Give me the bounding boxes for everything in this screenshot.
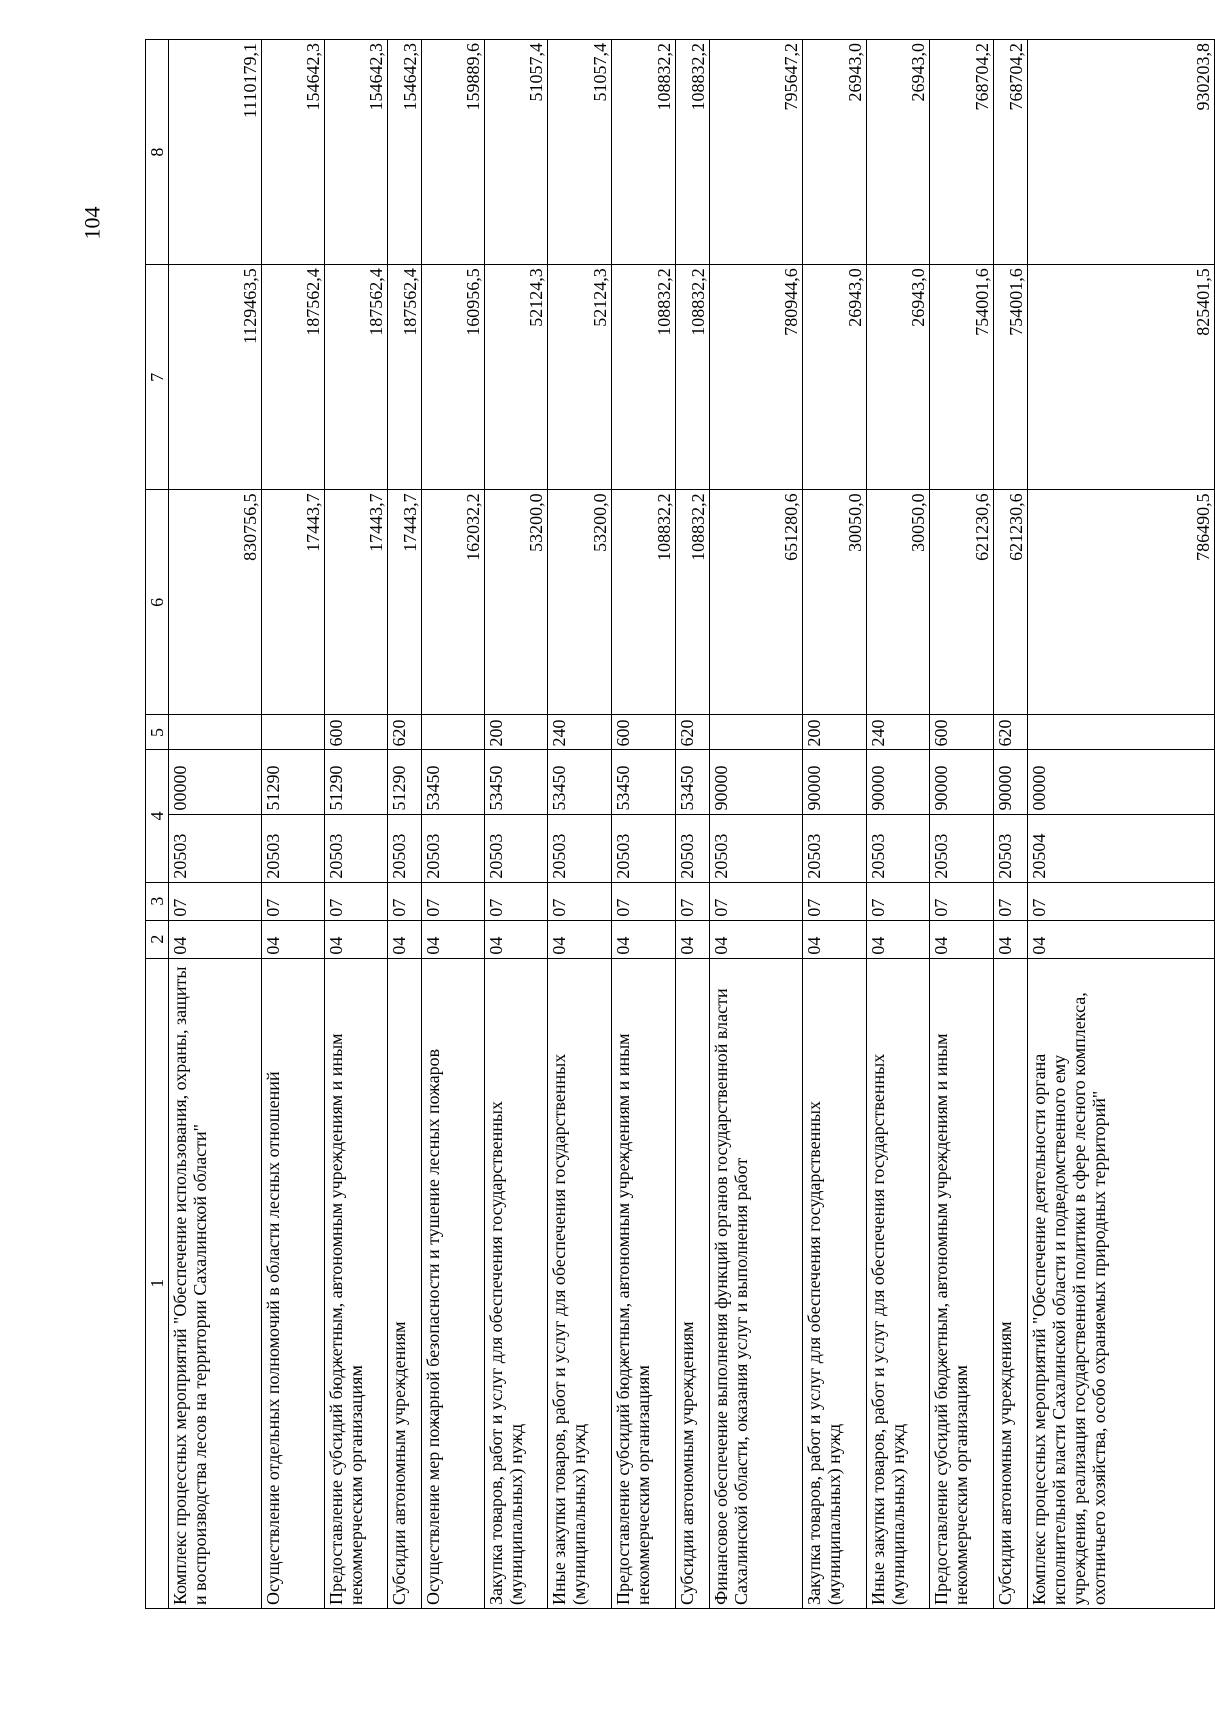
row-direction-code-cell: 53450	[611, 750, 675, 814]
table-row	[930, 40, 994, 1609]
row-direction-code-cell: 90000	[866, 750, 930, 814]
row-expense-type-cell: 240	[866, 715, 930, 750]
row-name-cell: Субсидии автономным учреждениям	[994, 958, 1028, 1608]
header-col-2: 2	[146, 920, 169, 958]
row-section-cell: 04	[675, 920, 709, 958]
table-row	[994, 40, 1028, 1609]
row-amount-col6-cell: 53200,0	[548, 490, 612, 715]
header-col-4: 4	[146, 750, 169, 882]
row-direction-code-cell: 90000	[709, 750, 802, 814]
row-name-cell: Комплекс процессных мероприятий "Обеспечение деятельности органа исполнительной власти Сахалинской области и подведомственного ему учреждения, реализация государственной политики в сфере лесного комплекса, охотничьего хозяйства, особо охраняемых природных территорий"	[1028, 958, 1215, 1608]
header-row	[146, 40, 169, 1609]
row-amount-col7-cell: 187562,4	[262, 265, 324, 490]
row-subsection-cell: 07	[611, 882, 675, 920]
row-program-code-cell: 20503	[611, 814, 675, 882]
row-section-cell: 04	[803, 920, 867, 958]
row-subsection-cell: 07	[422, 882, 484, 920]
row-expense-type-cell: 620	[675, 715, 709, 750]
row-name-cell: Финансовое обеспечение выполнения функций органов государственной власти Сахалинской области, оказания услуг и выполнения работ	[709, 958, 802, 1608]
table-body	[169, 40, 1215, 1609]
row-expense-type-cell: 200	[803, 715, 867, 750]
row-section-cell: 04	[1028, 920, 1215, 958]
row-direction-code-cell: 51290	[262, 750, 324, 814]
table-row	[422, 40, 484, 1609]
row-direction-code-cell: 00000	[169, 750, 262, 814]
row-direction-code-cell: 00000	[1028, 750, 1215, 814]
row-name-cell: Субсидии автономным учреждениям	[388, 958, 422, 1608]
row-program-code-cell: 20503	[709, 814, 802, 882]
row-name-cell: Иные закупки товаров, работ и услуг для обеспечения государственных (муниципальных) нужд	[866, 958, 930, 1608]
row-amount-col8-cell: 154642,3	[388, 40, 422, 265]
row-expense-type-cell: 620	[388, 715, 422, 750]
row-amount-col8-cell: 51057,4	[548, 40, 612, 265]
table-row	[484, 40, 548, 1609]
row-amount-col7-cell: 26943,0	[803, 265, 867, 490]
row-amount-col8-cell: 768704,2	[930, 40, 994, 265]
row-subsection-cell: 07	[803, 882, 867, 920]
row-amount-col7-cell: 52124,3	[548, 265, 612, 490]
budget-table	[145, 39, 1215, 1609]
header-col-6: 6	[146, 490, 169, 715]
row-direction-code-cell: 90000	[994, 750, 1028, 814]
row-section-cell: 04	[324, 920, 388, 958]
row-name-cell: Закупка товаров, работ и услуг для обеспечения государственных (муниципальных) нужд	[484, 958, 548, 1608]
row-section-cell: 04	[388, 920, 422, 958]
row-direction-code-cell: 51290	[324, 750, 388, 814]
page-number: 104	[79, 206, 105, 240]
row-amount-col6-cell: 30050,0	[866, 490, 930, 715]
table-row	[709, 40, 802, 1609]
row-amount-col6-cell: 651280,6	[709, 490, 802, 715]
row-amount-col8-cell: 26943,0	[866, 40, 930, 265]
row-expense-type-cell: 600	[324, 715, 388, 750]
header-col-1: 1	[146, 958, 169, 1608]
row-amount-col6-cell: 830756,5	[169, 490, 262, 715]
row-section-cell: 04	[169, 920, 262, 958]
row-name-cell: Субсидии автономным учреждениям	[675, 958, 709, 1608]
table-row	[675, 40, 709, 1609]
row-name-cell: Предоставление субсидий бюджетным, автономным учреждениям и иным некоммерческим организациям	[324, 958, 388, 1608]
row-direction-code-cell: 53450	[675, 750, 709, 814]
row-amount-col7-cell: 108832,2	[675, 265, 709, 490]
row-amount-col6-cell: 17443,7	[262, 490, 324, 715]
row-amount-col6-cell: 162032,2	[422, 490, 484, 715]
row-subsection-cell: 07	[1028, 882, 1215, 920]
row-program-code-cell: 20503	[675, 814, 709, 882]
row-name-cell: Осуществление мер пожарной безопасности и тушение лесных пожаров	[422, 958, 484, 1608]
row-program-code-cell: 20503	[422, 814, 484, 882]
row-direction-code-cell: 51290	[388, 750, 422, 814]
row-program-code-cell: 20503	[994, 814, 1028, 882]
row-amount-col6-cell: 108832,2	[675, 490, 709, 715]
row-amount-col7-cell: 754001,6	[994, 265, 1028, 490]
row-amount-col8-cell: 768704,2	[994, 40, 1028, 265]
row-name-cell: Закупка товаров, работ и услуг для обеспечения государственных (муниципальных) нужд	[803, 958, 867, 1608]
row-subsection-cell: 07	[709, 882, 802, 920]
header-col-3: 3	[146, 882, 169, 920]
row-name-cell: Предоставление субсидий бюджетным, автономным учреждениям и иным некоммерческим организациям	[611, 958, 675, 1608]
row-amount-col8-cell: 154642,3	[262, 40, 324, 265]
row-program-code-cell: 20503	[388, 814, 422, 882]
row-amount-col8-cell: 108832,2	[675, 40, 709, 265]
row-amount-col7-cell: 108832,2	[611, 265, 675, 490]
row-amount-col6-cell: 17443,7	[324, 490, 388, 715]
header-col-7: 7	[146, 265, 169, 490]
row-amount-col7-cell: 26943,0	[866, 265, 930, 490]
row-direction-code-cell: 90000	[803, 750, 867, 814]
row-section-cell: 04	[484, 920, 548, 958]
row-amount-col8-cell: 51057,4	[484, 40, 548, 265]
row-amount-col7-cell: 754001,6	[930, 265, 994, 490]
row-amount-col8-cell: 930203,8	[1028, 40, 1215, 265]
row-amount-col8-cell: 154642,3	[324, 40, 388, 265]
table-row	[803, 40, 867, 1609]
row-name-cell: Предоставление субсидий бюджетным, автономным учреждениям и иным некоммерческим организациям	[930, 958, 994, 1608]
header-col-8: 8	[146, 40, 169, 265]
row-subsection-cell: 07	[169, 882, 262, 920]
row-amount-col6-cell: 30050,0	[803, 490, 867, 715]
row-subsection-cell: 07	[484, 882, 548, 920]
row-subsection-cell: 07	[262, 882, 324, 920]
row-program-code-cell: 20503	[866, 814, 930, 882]
row-section-cell: 04	[422, 920, 484, 958]
row-expense-type-cell: 600	[930, 715, 994, 750]
row-program-code-cell: 20503	[169, 814, 262, 882]
row-amount-col8-cell: 159889,6	[422, 40, 484, 265]
row-subsection-cell: 07	[388, 882, 422, 920]
row-section-cell: 04	[994, 920, 1028, 958]
row-direction-code-cell: 53450	[548, 750, 612, 814]
row-amount-col7-cell: 780944,6	[709, 265, 802, 490]
row-program-code-cell: 20503	[930, 814, 994, 882]
row-amount-col6-cell: 621230,6	[994, 490, 1028, 715]
table-row	[866, 40, 930, 1609]
row-amount-col7-cell: 187562,4	[324, 265, 388, 490]
row-amount-col6-cell: 17443,7	[388, 490, 422, 715]
row-expense-type-cell	[422, 715, 484, 750]
table-row	[169, 40, 262, 1609]
row-program-code-cell: 20503	[548, 814, 612, 882]
row-expense-type-cell: 200	[484, 715, 548, 750]
table-row	[611, 40, 675, 1609]
row-subsection-cell: 07	[866, 882, 930, 920]
row-section-cell: 04	[548, 920, 612, 958]
row-program-code-cell: 20504	[1028, 814, 1215, 882]
row-amount-col8-cell: 795647,2	[709, 40, 802, 265]
row-expense-type-cell: 620	[994, 715, 1028, 750]
row-subsection-cell: 07	[548, 882, 612, 920]
row-section-cell: 04	[709, 920, 802, 958]
row-program-code-cell: 20503	[484, 814, 548, 882]
row-amount-col8-cell: 1110179,1	[169, 40, 262, 265]
header-col-5: 5	[146, 715, 169, 750]
row-direction-code-cell: 53450	[422, 750, 484, 814]
row-subsection-cell: 07	[675, 882, 709, 920]
row-amount-col7-cell: 160956,5	[422, 265, 484, 490]
row-subsection-cell: 07	[994, 882, 1028, 920]
row-amount-col7-cell: 187562,4	[388, 265, 422, 490]
row-direction-code-cell: 90000	[930, 750, 994, 814]
row-amount-col7-cell: 825401,5	[1028, 265, 1215, 490]
row-section-cell: 04	[930, 920, 994, 958]
row-section-cell: 04	[866, 920, 930, 958]
row-expense-type-cell: 600	[611, 715, 675, 750]
row-expense-type-cell	[1028, 715, 1215, 750]
row-subsection-cell: 07	[930, 882, 994, 920]
row-amount-col8-cell: 108832,2	[611, 40, 675, 265]
row-expense-type-cell	[709, 715, 802, 750]
row-program-code-cell: 20503	[324, 814, 388, 882]
row-amount-col6-cell: 53200,0	[484, 490, 548, 715]
row-amount-col7-cell: 1129463,5	[169, 265, 262, 490]
row-amount-col6-cell: 621230,6	[930, 490, 994, 715]
row-name-cell: Осуществление отдельных полномочий в области лесных отношений	[262, 958, 324, 1608]
row-amount-col7-cell: 52124,3	[484, 265, 548, 490]
row-amount-col8-cell: 26943,0	[803, 40, 867, 265]
row-expense-type-cell	[262, 715, 324, 750]
table-row	[1028, 40, 1215, 1609]
row-name-cell: Комплекс процессных мероприятий "Обеспечение использования, охраны, защиты и воспроизводства лесов на территории Сахалинской области"	[169, 958, 262, 1608]
row-program-code-cell: 20503	[262, 814, 324, 882]
row-subsection-cell: 07	[324, 882, 388, 920]
row-name-cell: Иные закупки товаров, работ и услуг для обеспечения государственных (муниципальных) нужд	[548, 958, 612, 1608]
table-row	[262, 40, 324, 1609]
row-amount-col6-cell: 786490,5	[1028, 490, 1215, 715]
row-section-cell: 04	[262, 920, 324, 958]
table-row	[324, 40, 388, 1609]
row-amount-col6-cell: 108832,2	[611, 490, 675, 715]
row-direction-code-cell: 53450	[484, 750, 548, 814]
row-section-cell: 04	[611, 920, 675, 958]
row-program-code-cell: 20503	[803, 814, 867, 882]
row-expense-type-cell: 240	[548, 715, 612, 750]
table-row	[388, 40, 422, 1609]
row-expense-type-cell	[169, 715, 262, 750]
table-row	[548, 40, 612, 1609]
